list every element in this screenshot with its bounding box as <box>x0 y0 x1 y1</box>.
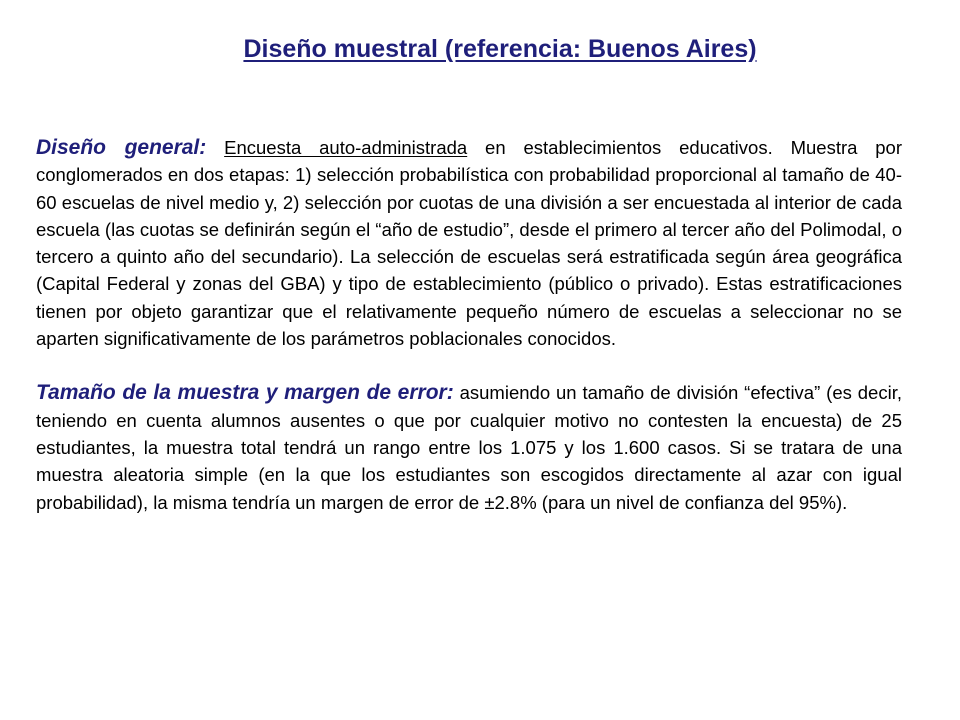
slide-body <box>36 134 902 516</box>
paragraph-lead: Diseño general: <box>36 136 207 159</box>
paragraph-tamano-muestra <box>36 379 902 515</box>
underlined-phrase: Encuesta auto-administrada <box>224 137 468 158</box>
paragraph-text: asumiendo un tamaño de división “efectiva” (es decir, teniendo en cuenta alumnos ausentes o que por cualquier motivo no contesten la encuesta) de 25 estudiantes, la muestra total tendrá un rango entre los 1.075 y los 1.600 casos. Si se tratara de una muestra aleatoria simple (en la que los estudiantes son escogidos directamente al azar con igual probabilidad), la misma tendría un margen de error de ±2.8% (para un nivel de confianza del 95%). <box>36 382 902 513</box>
paragraph-text: en establecimientos educativos. Muestra por conglomerados en dos etapas: 1) selección probabilística con probabilidad proporcional al tamaño de 40-60 escuelas de nivel medio y, 2) selección por cuotas de una división a ser encuestada al interior de cada escuela (las cuotas se definirán según el “año de estudio”, desde el primero al tercer año del Polimodal, o tercero a quinto año del secundario). La selección de escuelas será estratificada según área geográfica (Capital Federal y zonas del GBA) y tipo de establecimiento (público o privado). Estas estratificaciones tienen por objeto garantizar que el relativamente pequeño número de escuelas a seleccionar no se aparten significativamente de los parámetros poblacionales conocidos. <box>36 137 902 350</box>
slide-title: Diseño muestral (referencia: Buenos Aires) <box>243 35 757 63</box>
paragraph-diseno-general <box>36 134 902 352</box>
paragraph-lead: Tamaño de la muestra y margen de error: <box>36 381 454 405</box>
